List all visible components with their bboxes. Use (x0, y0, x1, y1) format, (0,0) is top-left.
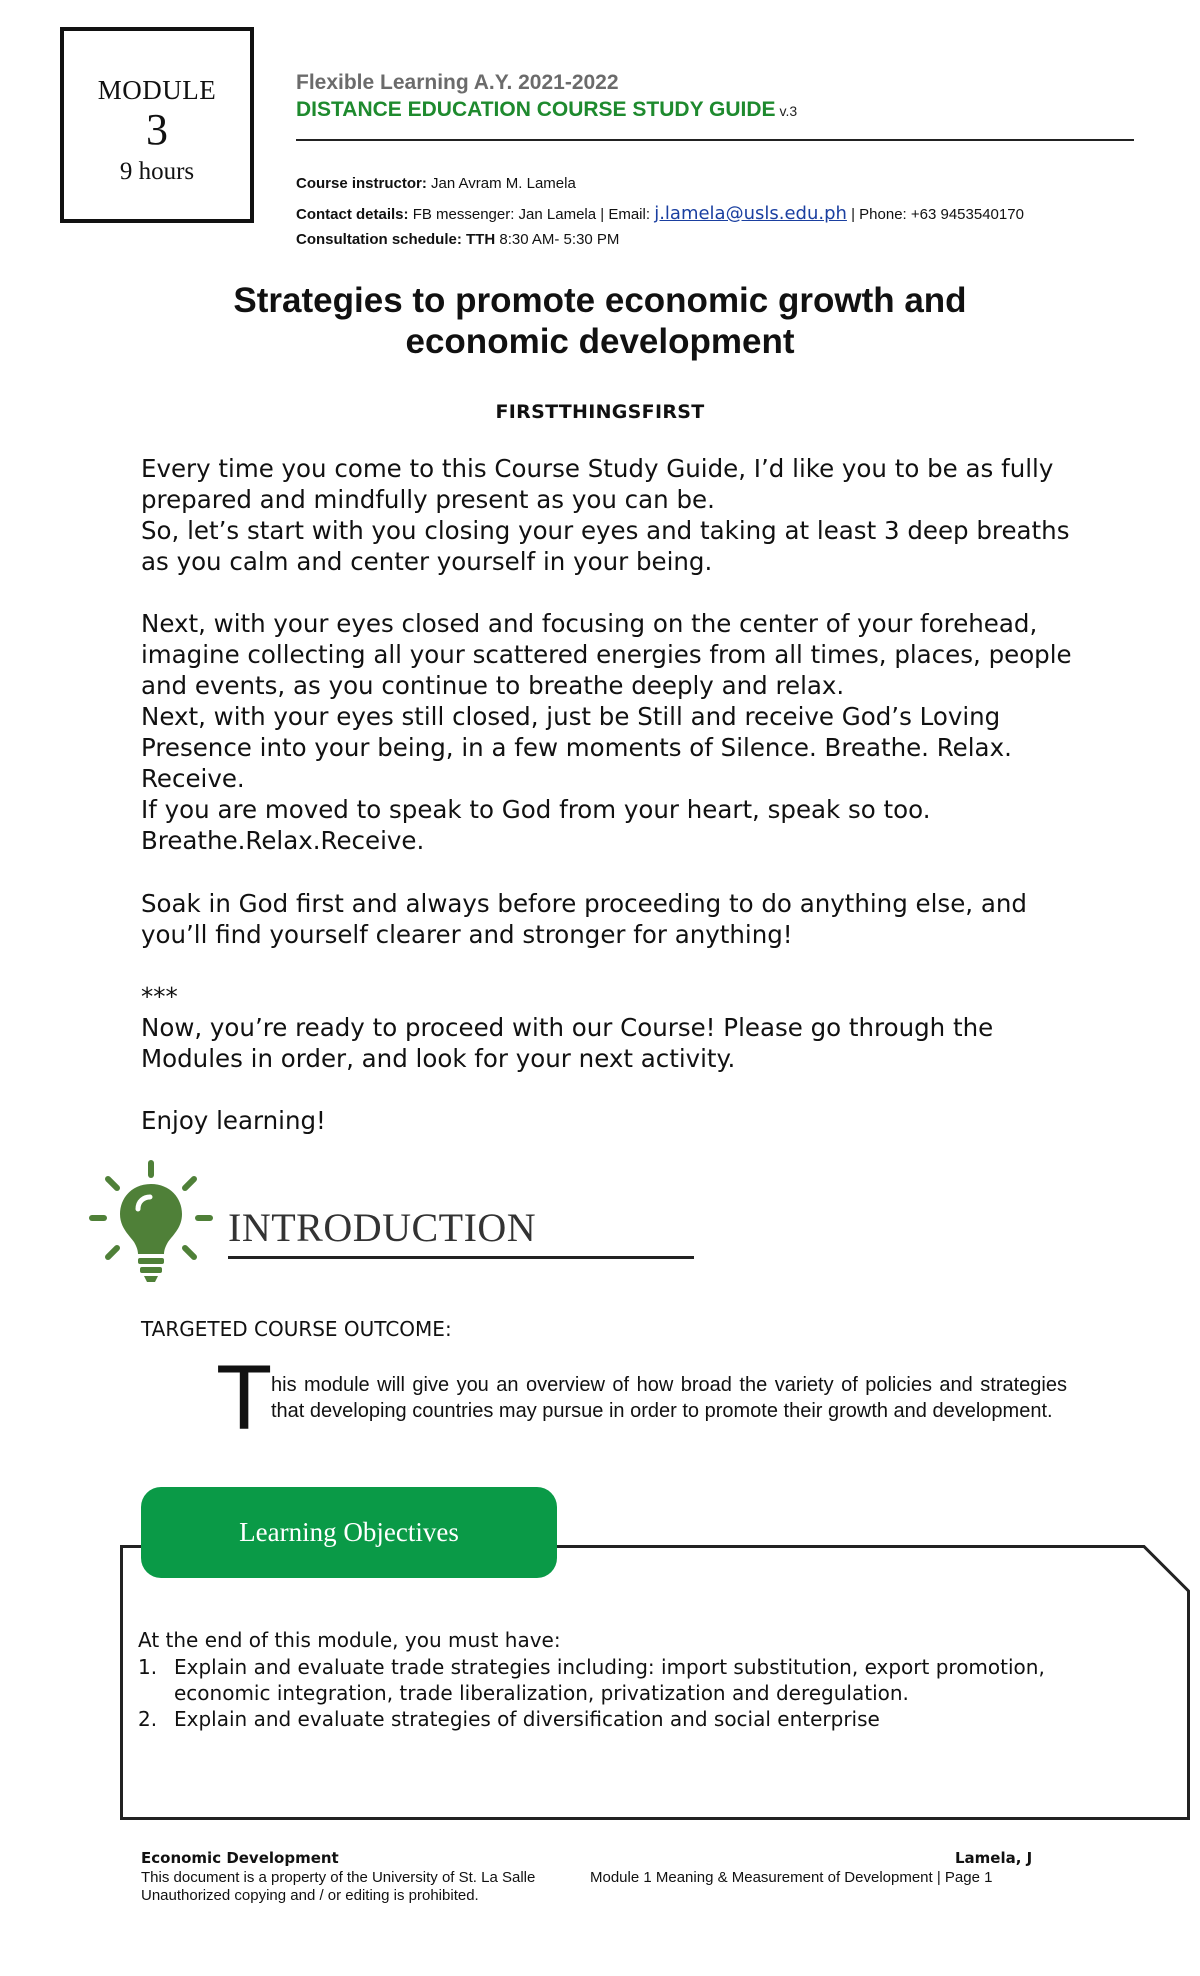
module-number: 3 (146, 105, 168, 154)
first-things-heading: FIRSTTHINGSFIRST (495, 401, 705, 423)
first-things-paragraph (141, 1105, 1091, 1136)
course-instructor (296, 175, 576, 192)
contact-details (296, 203, 1024, 224)
consultation-schedule (296, 231, 619, 248)
page-title (100, 280, 1100, 362)
paragraph-line: Soak in God first and always before proceeding to do anything else, and you’ll find yourself clearer and stronger for anything! (141, 889, 1027, 949)
outcome-dropcap: T (216, 1347, 273, 1449)
first-things-paragraph (141, 981, 1091, 1074)
footer-course-name: Economic Development (141, 1849, 339, 1867)
header-divider (296, 139, 1134, 141)
paragraph-line: Next, with your eyes still closed, just be Still and receive God’s Loving Presence into your being, in a few moments of Silence. Breathe. Relax. Receive. (141, 702, 1012, 793)
first-things-paragraph (141, 453, 1091, 577)
paragraph-line: Breathe.Relax.Receive. (141, 826, 425, 855)
schedule-days: TTH (466, 231, 496, 248)
objectives-list (138, 1654, 1108, 1732)
header-course-guide (296, 98, 797, 122)
header-flexible-learning: Flexible Learning A.Y. 2021-2022 (296, 71, 619, 94)
outcome-text: his module will give you an overview of how broad the variety of policies and strategies that developing countries may pursue in order to promote their growth and development. (271, 1374, 1067, 1422)
page-title-line: economic development (405, 322, 795, 361)
module-label: MODULE (97, 75, 217, 105)
targeted-outcome-label: TARGETED COURSE OUTCOME: (141, 1317, 452, 1341)
footer-property-notice: This document is a property of the University of St. La Salle (141, 1869, 536, 1886)
footer-copy-notice: Unauthorized copying and / or editing is prohibited. (141, 1887, 479, 1904)
contact-label: Contact details: (296, 206, 409, 223)
first-things-paragraph (141, 794, 1091, 856)
paragraph-line: Now, you’re ready to proceed with our Course! Please go through the Modules in order, and look for your next activity. (141, 1013, 994, 1073)
contact-phone: | Phone: +63 9453540170 (851, 206, 1024, 223)
paragraph-line: If you are moved to speak to God from your heart, speak so too. (141, 795, 931, 824)
list-item (138, 1654, 1108, 1706)
objectives-intro: At the end of this module, you must have: (138, 1628, 561, 1652)
introduction-underline (228, 1256, 694, 1259)
paragraph-line: Enjoy learning! (141, 1106, 326, 1135)
list-item-text: Explain and evaluate trade strategies including: import substitution, export promotion, economic integration, trade liberalization, privatization and deregulation. (174, 1655, 1045, 1705)
instructor-label: Course instructor: (296, 175, 427, 192)
footer-module-page: Module 1 Meaning & Measurement of Development | Page 1 (590, 1869, 993, 1886)
list-item-number: 2. (138, 1707, 158, 1731)
first-things-paragraph (141, 888, 1091, 950)
lightbulb-icon (86, 1157, 216, 1287)
module-box (60, 27, 254, 223)
schedule-time: 8:30 AM- 5:30 PM (499, 231, 620, 248)
instructor-name: Jan Avram M. Lamela (431, 175, 576, 192)
header-course-guide-title: DISTANCE EDUCATION COURSE STUDY GUIDE (296, 98, 776, 121)
first-things-paragraph (141, 608, 1091, 794)
paragraph-line: Next, with your eyes closed and focusing on the center of your forehead, imagine collecting all your scattered energies from all times, places, people and events, as you continue to breathe deeply and relax. (141, 609, 1072, 700)
list-item-text: Explain and evaluate strategies of diversification and social enterprise (174, 1707, 880, 1731)
module-hours: 9 hours (119, 158, 195, 185)
introduction-heading: INTRODUCTION (228, 1205, 537, 1250)
page-title-line: Strategies to promote economic growth and (233, 281, 967, 320)
schedule-label: Consultation schedule: (296, 231, 462, 248)
paragraph-line: *** (141, 982, 178, 1011)
list-item-number: 1. (138, 1655, 158, 1679)
learning-objectives-tab: Learning Objectives (141, 1487, 557, 1578)
footer-author: Lamela, J (955, 1849, 1033, 1867)
paragraph-line: So, let’s start with you closing your eyes and taking at least 3 deep breaths as you calm and center yourself in your being. (141, 516, 1070, 576)
header-version: v.3 (779, 103, 798, 119)
email-link[interactable]: j.lamela@usls.edu.ph (654, 203, 847, 224)
paragraph-line: Every time you come to this Course Study Guide, I’d like you to be as fully prepared and mindfully present as you can be. (141, 454, 1054, 514)
list-item (138, 1706, 1108, 1732)
contact-messenger: FB messenger: Jan Lamela | Email: (412, 206, 651, 223)
